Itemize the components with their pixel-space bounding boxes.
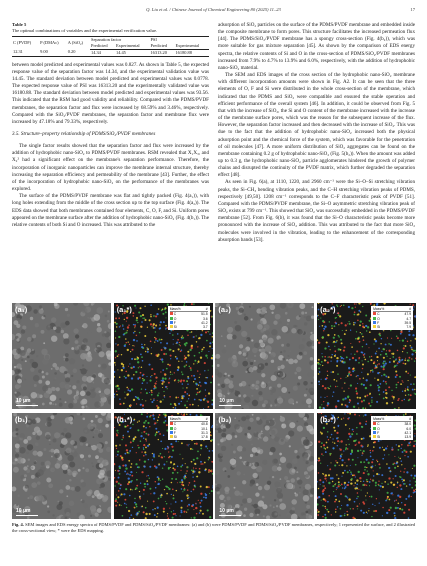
legend-value: 4.7 xyxy=(406,316,412,321)
sem-texture xyxy=(215,303,314,409)
legend-element: Si xyxy=(170,435,177,439)
legend-element: C xyxy=(170,312,176,316)
legend-value: 17.8 xyxy=(201,435,208,440)
legend-row xyxy=(170,435,208,439)
legend-value: 47.9 xyxy=(404,312,412,317)
th-c: C (PVDF) xyxy=(12,36,39,49)
right-column xyxy=(218,22,415,244)
legend-element: F xyxy=(373,431,379,435)
legend-swatch xyxy=(373,321,376,324)
legend-element: O xyxy=(170,317,177,321)
table5-caption: The optimal combinations of variables and the experimental verification value. xyxy=(12,27,158,33)
th-pred2: Predicted xyxy=(149,43,174,50)
legend-swatch xyxy=(170,325,173,328)
table-cell: 12.31 xyxy=(12,49,39,56)
figure-caption xyxy=(12,522,415,534)
paragraph: adsorption of SiO₂ particles on the surface of the PDMS/PVDF membrane and embedded inside the composite membrane to form pores. This structure facilitates the increased permeation flux [44]. The PDMS/SiO₂/PVDF membrane has a spongy cross-section (Fig. 4(b₂)), which was more suitable for gas mixture separation [45]. As shown by the comparison of EDS energy spectra, the relative contents of Si and O in the cross-section of PDMS/SiO₂/PVDF membranes increased from 7.9% to 4.7% to 13.9% and 6.0%, respectively, with the addition of hydrophobic nano-SiO₂ material. xyxy=(218,22,415,71)
legend-swatch xyxy=(373,422,376,425)
panel-label: (b₁*) xyxy=(116,415,133,424)
sem-texture xyxy=(215,413,314,519)
scale-bar-label: 10 μm xyxy=(16,398,31,404)
legend-element: Si xyxy=(373,435,380,439)
scale-bar xyxy=(16,405,38,407)
paragraph: The surface of the PDMS/PVDF membrane was flat and tightly packed (Fig. 4(a₁)), with long holes extending from the middle of the cross section up to the top surface (Fig. 4(a₂)). The EDS data showed that both membranes contained four elements, C, O, F, and Si. Uniform pores appeared on the membrane surface after the addition of hydrophobic nano-SiO₂ (Fig. 4(b₁)). The relative contents of both Si and O increased. This was attributed to the xyxy=(12,193,209,228)
element-legend xyxy=(371,306,413,330)
sem-texture xyxy=(12,303,111,409)
legend-element: F xyxy=(170,431,176,435)
legend-swatch xyxy=(170,431,173,434)
table-cell: 16180.88 xyxy=(174,49,209,56)
scale-bar xyxy=(219,405,241,407)
legend-value: 6.0 xyxy=(406,426,412,431)
panel-label: (a₁*) xyxy=(116,305,132,314)
legend-header-cell: Mass% xyxy=(373,417,385,421)
legend-swatch xyxy=(170,435,173,438)
edx-mapping-panel xyxy=(114,413,213,519)
table5-caption-block xyxy=(12,22,209,34)
element-legend xyxy=(168,416,210,440)
table-cell: 14.45 xyxy=(115,49,149,56)
th-sf: Separation factor xyxy=(90,36,149,43)
edx-mapping-panel xyxy=(317,303,416,409)
legend-value: 39.5 xyxy=(404,320,412,325)
edx-mapping-panel xyxy=(317,413,416,519)
sem-image-panel xyxy=(12,413,111,519)
legend-value: 40.8 xyxy=(201,422,208,427)
legend-value: 3.6 xyxy=(202,316,208,321)
legend-header-cell: # xyxy=(205,307,208,311)
legend-value: 3.7 xyxy=(202,325,208,330)
sem-image-panel xyxy=(215,413,314,519)
scale-bar xyxy=(219,515,241,517)
legend-element: C xyxy=(170,422,176,426)
legend-element: F xyxy=(170,321,176,325)
table-row xyxy=(12,49,209,56)
legend-header-cell: Mass% xyxy=(169,417,181,421)
table5 xyxy=(12,36,209,57)
legend-swatch xyxy=(373,317,376,320)
sem-texture xyxy=(12,413,111,519)
table-cell: 0.20 xyxy=(67,49,90,56)
legend-swatch xyxy=(170,317,173,320)
th-pred1: Predicted xyxy=(90,43,115,50)
legend-swatch xyxy=(170,312,173,315)
legend-row xyxy=(373,435,411,439)
legend-header-cell: Mass% xyxy=(169,307,181,311)
panel-label: (a₂) xyxy=(218,305,231,314)
paragraph: As seen in Fig. 6(a), at 1110, 1220, and 2960 cm⁻¹ were the Si–O–Si stretching vibration peaks, the Si–CH₃ bending vibration peaks, and the C–H stretching vibration peaks of PDMS, respectively [49,50]. 1208 cm⁻¹ corresponds to the C–F characteristic peak of PVDF [51]. Compared with the PDMS/PVDF membrane, the Si–O asymmetric stretching vibration peak of SiO₂ exists at 799 cm⁻¹. This showed that SiO₂ was successfully embedded in the PDMS/PVDF membrane [52]. From Fig. 6(b), it was found that the Si–O characteristic peaks become more pronounced with the increase of SiO₂ addition. This was attributed to the fact that more SiO₂ molecules were involved in the vibration, leading to the enhancement of the corresponding absorption bands [53]. xyxy=(218,179,415,243)
paragraph: The single factor results showed that the separation factor and flux were increased by the addition of hydrophobic nano-SiO₂ to PDMS/PVDF membranes. RSM revealed that X₁X₃, and X₂² had a significant effect on the membrane's separation performance. Therefore, the incorporation of inorganic nanoparticles can improve the membrane internal structure, thereby increasing the separation efficiency and permeability of the membrane [43]. Further, the effect of the incorporation of hydrophobic nano-SiO₂ on the performance of the membranes was explored. xyxy=(12,143,209,193)
legend-header-cell: # xyxy=(409,307,412,311)
paragraph: between model predicted and experimental values was 0.827. As shown in Table 5, the expected response value of the separation factor was 14.34, and the experimental validation value was 14.45. The standard deviation between model predicted and experimental values was 0.0778. The expected response value of PSI was 16313.20 and the experimentally validated value was 16180.88. The standard deviation between model predicted and experimental values was 93.56. This indicated that the RSM had good validity and reliability. Compared with the PDMS/PVDF membranes, the separation factor and flux were increased by 68.59% and 3.46%, respectively. Compared with the SiO₂/PVDF membranes, the separation factor and membrane flux were increased by 47.18% and 79.33%, respectively. xyxy=(12,61,209,125)
edx-mapping-panel xyxy=(114,303,213,409)
legend-swatch xyxy=(170,427,173,430)
legend-value: 51.5 xyxy=(201,312,208,317)
legend-value: 42.1 xyxy=(404,430,412,435)
left-column xyxy=(12,22,209,229)
legend-swatch xyxy=(373,431,376,434)
legend-row xyxy=(170,325,208,329)
table-cell: 14.34 xyxy=(90,49,115,56)
legend-header-cell: Mass% xyxy=(373,307,385,311)
legend-element: O xyxy=(373,317,380,321)
legend-element: C xyxy=(373,422,379,426)
legend-swatch xyxy=(373,427,376,430)
panel-label: (b₂) xyxy=(218,415,232,424)
legend-swatch xyxy=(373,312,376,315)
th-a: A (SiO₂) xyxy=(67,36,90,49)
legend-value: 31.3 xyxy=(201,430,208,435)
element-legend xyxy=(371,416,413,440)
legend-element: F xyxy=(373,321,379,325)
legend-value: 10.1 xyxy=(201,426,208,431)
element-legend xyxy=(168,306,210,330)
running-head: Q. Liu et al. / Chinese Journal of Chemical Engineering 80 (2025) 11–23 xyxy=(146,7,281,12)
scale-bar-label: 10 μm xyxy=(16,508,31,514)
table5-label: Table 5 xyxy=(12,22,27,27)
sem-image-panel xyxy=(215,303,314,409)
th-exp1: Experimental xyxy=(115,43,149,50)
legend-element: Si xyxy=(170,325,177,329)
legend-swatch xyxy=(170,321,173,324)
scale-bar-label: 10 μm xyxy=(219,398,234,404)
table-cell: 9.00 xyxy=(39,49,67,56)
figure-caption-label: Fig. 4. xyxy=(12,522,24,527)
th-p: P (DMAc) xyxy=(39,36,67,49)
th-psi: PSI xyxy=(149,36,209,43)
legend-swatch xyxy=(373,325,376,328)
section-title: 3.5. Structure–property relationship of PDMS/SiO₂/PVDF membranes xyxy=(12,131,156,137)
legend-value: 7.9 xyxy=(406,325,412,330)
scale-bar-label: 10 μm xyxy=(219,508,234,514)
panel-label: (b₂*) xyxy=(320,415,336,424)
page-number: 17 xyxy=(410,7,415,12)
legend-header-cell: # xyxy=(205,417,208,421)
figure-caption-text: SEM images and EDS energy spectra of PDMS/PVDF and PDMS/SiO₂/PVDF membranes: (a) and (b) were PDMS/PVDF and PDMS/SiO₂/PVDF membranes, respectively; 1 represented the surface, and 2 illustrated the cross-sectional view; * were the EDS mapping. xyxy=(12,522,416,533)
legend-element: C xyxy=(373,312,379,316)
sem-image-panel xyxy=(12,303,111,409)
legend-row xyxy=(373,325,411,329)
panel-label: (b₁) xyxy=(15,415,28,424)
panel-label: (a₁) xyxy=(15,305,28,314)
legend-value: 13.9 xyxy=(404,435,412,440)
th-exp2: Experimental xyxy=(174,43,209,50)
running-header xyxy=(12,7,415,16)
figure-4 xyxy=(12,303,416,519)
table-cell: 16313.20 xyxy=(149,49,174,56)
legend-value: 41.2 xyxy=(201,320,208,325)
legend-swatch xyxy=(373,435,376,438)
legend-swatch xyxy=(170,422,173,425)
panel-label: (a₂*) xyxy=(320,305,336,314)
scale-bar xyxy=(16,515,38,517)
legend-element: O xyxy=(170,427,177,431)
legend-header-cell: # xyxy=(409,417,412,421)
legend-element: O xyxy=(373,427,380,431)
paragraph: The SEM and EDS images of the cross section of the hydrophobic nano-SiO₂ membrane with different incorporation amounts were shown in Fig. A2. It can be seen that the three elements of O, F and Si were distributed in the whole cross-section of the membrane, which indicated that the PDMS and SiO₂ were compatible and ensured the stable operation and efficient performance of the overall system [46]. In addition, it could be observed from Fig. 5 that with the increase of SiO₂, the Si and O content of the membrane increased with the increase of the membrane surface pores, which was the reason for the subsequent increase of the flux. However, the separation factor increased and then decreased with the increase of SiO₂. This was due to the fact that the addition of hydrophobic nano-SiO₂ increased both the physical adsorption point and the chemical force of the system, which was favorable for the penetration of oil molecules [47]. A more uniform distribution of SiO₂ aggregates can be found on the membrane containing 0.2 g of hydrophobic nano-SiO₂ (Fig. 5(b₂)). When the amount was added up to 0.3 g, the hydrophobic nano-SiO₂ particle agglomerates hindered the growth of polymer chains and disrupted the continuity of the PVDF matrix, which further degraded the separation effect [48]. xyxy=(218,72,415,179)
legend-element: Si xyxy=(373,325,380,329)
legend-value: 38.0 xyxy=(404,422,412,427)
